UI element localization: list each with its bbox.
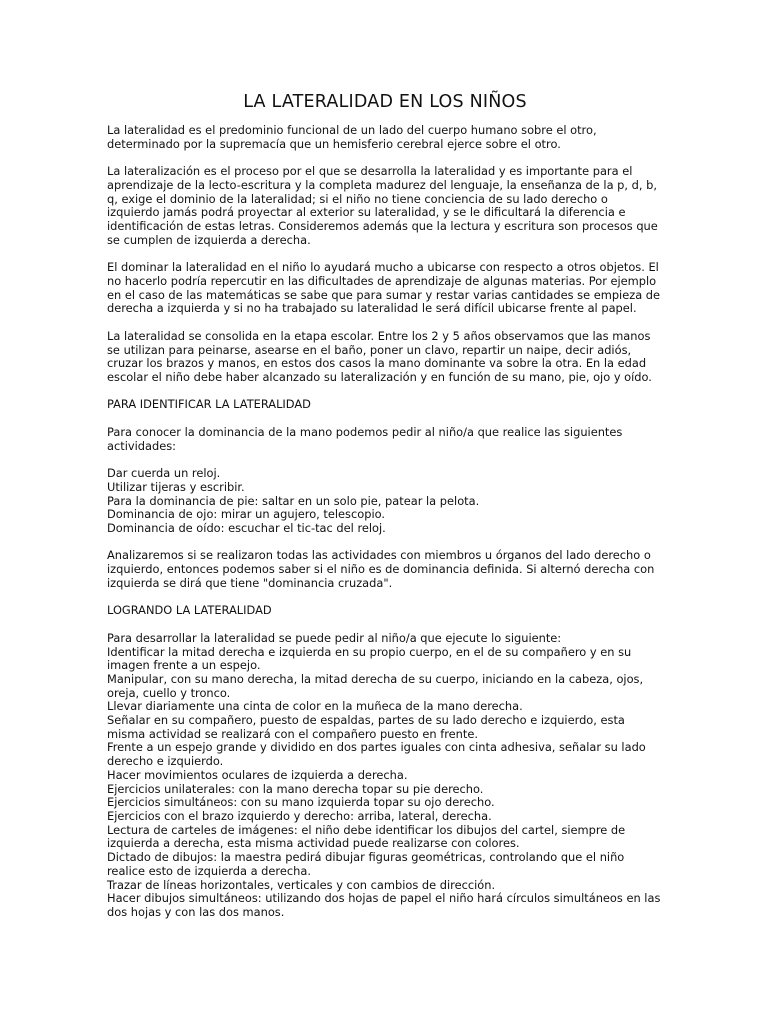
list-item: Utilizar tijeras y escribir. xyxy=(107,479,245,494)
paragraph-school-stage: La lateralidad se consolida en la etapa escolar. Entre los 2 y 5 años observamos que las manos se utilizan para peinarse, asearse en el baño, poner un clavo, repartir un naipe, decir adiós, cruzar los brazos y manos, en estos dos casos la mano dominante va sobre la otra. En la edad escolar el niño debe haber alcanzado su lateralización y en función de su mano, pie, ojo y oído. xyxy=(107,328,652,384)
identify-activities-list xyxy=(107,467,663,536)
list-item: Frente a un espejo grande y dividido en dos partes iguales con cinta adhesiva, señalar su lado derecho e izquierdo. xyxy=(107,740,646,769)
list-item: Hacer dibujos simultáneos: utilizando dos hojas de papel el niño hará círculos simultáneos en las dos hojas y con las dos manos. xyxy=(107,891,661,919)
list-item: Dar cuerda un reloj. xyxy=(107,466,221,481)
section-heading-achieving: LOGRANDO LA LATERALIDAD xyxy=(107,603,272,618)
paragraph-dominance-importance: El dominar la lateralidad en el niño lo ayudará mucho a ubicarse con respecto a otros objetos. El no hacerlo podría repercutir en las dificultades de aprendizaje de algunas materias. Por ejemplo en el caso de las matemáticas se sabe que para sumar y restar varias cantidades se empieza de derecha a izquierda y si no ha trabajado su lateralidad le será difícil ubicarse frente al papel. xyxy=(107,260,661,316)
achieving-activities-list xyxy=(107,646,663,920)
list-item: Ejercicios con el brazo izquierdo y derecho: arriba, lateral, derecha. xyxy=(107,809,492,823)
list-item: Para la dominancia de pie: saltar en un solo pie, patear la pelota. xyxy=(107,493,480,508)
list-item: Identificar la mitad derecha e izquierda en su propio cuerpo, en el de su compañero y en su imagen frente a un espejo. xyxy=(107,644,632,673)
list-item: Trazar de líneas horizontales, verticales y con cambios de dirección. xyxy=(107,877,496,892)
list-item: Ejercicios unilaterales: con la mano derecha topar su pie derecho. xyxy=(107,781,484,796)
list-item: Manipular, con su mano derecha, la mitad derecha de su cuerpo, iniciando en la cabeza, ojos, oreja, cuello y tronco. xyxy=(107,671,644,700)
list-item: Dictado de dibujos: la maestra pedirá dibujar figuras geométricas, controlando que el niño realice esto de izquierda a derecha. xyxy=(107,850,625,878)
section-identify-closing: Analizaremos si se realizaron todas las actividades con miembros u órganos del lado derecho o izquierdo, entonces podemos saber si el niño es de dominancia definida. Si alternó derecha con izquierda se dirá que tiene "dominancia cruzada". xyxy=(107,548,655,590)
list-item: Dominancia de oído: escuchar el tic-tac del reloj. xyxy=(107,520,386,535)
document-title: LA LATERALIDAD EN LOS NIÑOS xyxy=(243,92,527,112)
paragraph-lateralization: La lateralización es el proceso por el que se desarrolla la lateralidad y es importante para el aprendizaje de la lecto-escritura y la completa madurez del lenguaje, la enseñanza de la p, d, b, q, exige el dominio de la lateralidad; si el niño no tiene conciencia de su lado derecho o izquierdo jamás podrá proyectar al exterior su lateralidad, y se le dificultará la diferencia e identificación de estas letras. Consideremos además que la lectura y escritura son procesos que se cumplen de izquierda a derecha. xyxy=(107,164,658,247)
list-item: Lectura de carteles de imágenes: el niño debe identificar los dibujos del cartel, siempre de izquierda a derecha, esta misma actividad puede realizarse con colores. xyxy=(107,822,626,851)
section-achieving-intro: Para desarrollar la lateralidad se puede pedir al niño/a que ejecute lo siguiente: xyxy=(107,630,562,645)
list-item: Ejercicios simultáneos: con su mano izquierda topar su ojo derecho. xyxy=(107,795,495,810)
paragraph-definition: La lateralidad es el predominio funcional de un lado del cuerpo humano sobre el otro, determinado por la supremacía que un hemisferio cerebral ejerce sobre el otro. xyxy=(107,123,597,151)
list-item: Hacer movimientos oculares de izquierda a derecha. xyxy=(107,767,408,782)
document-page xyxy=(107,92,663,933)
list-item: Señalar en su compañero, puesto de espaldas, partes de su lado derecho e izquierdo, esta misma actividad se realizará con el compañero puesto en frente. xyxy=(107,713,625,741)
list-item: Llevar diariamente una cinta de color en la muñeca de la mano derecha. xyxy=(107,699,523,714)
list-item: Dominancia de ojo: mirar un agujero, telescopio. xyxy=(107,507,385,522)
section-heading-identify: PARA IDENTIFICAR LA LATERALIDAD xyxy=(107,397,311,412)
section-identify-intro: Para conocer la dominancia de la mano podemos pedir al niño/a que realice las siguientes actividades: xyxy=(107,424,623,453)
